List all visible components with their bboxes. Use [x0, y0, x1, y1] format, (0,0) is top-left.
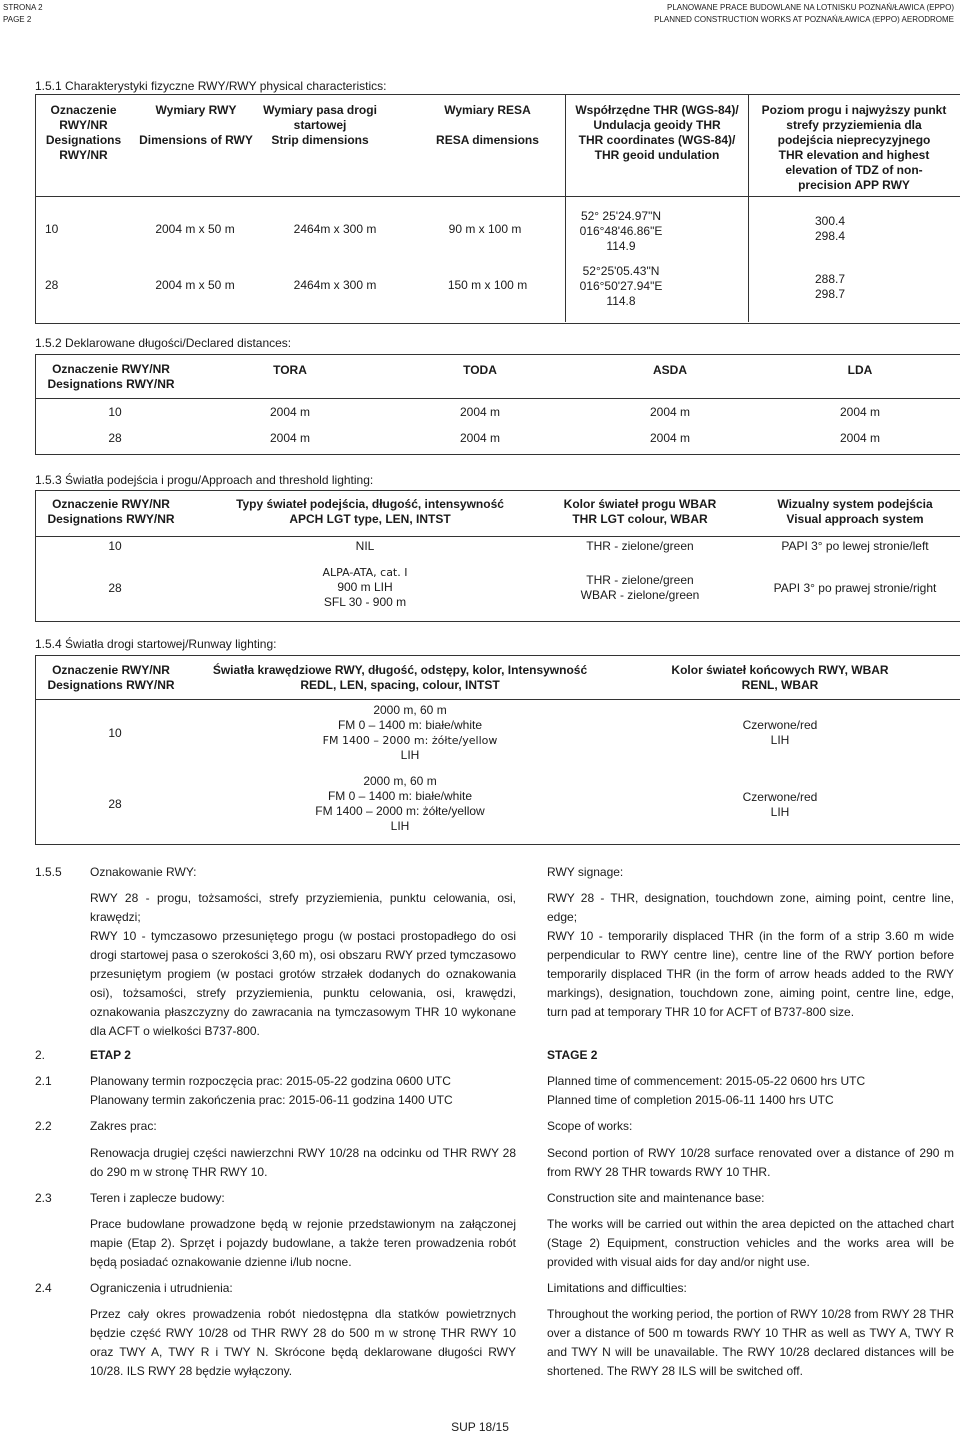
col-header-approach-lights: Typy świateł podejścia, długość, intensywność APCH LGT type, LEN, INTST [236, 497, 504, 526]
section-number: 2.2 [35, 1119, 52, 1133]
table-cell-end: Czerwone/red LIH [742, 718, 818, 747]
table-row-rwy: 10 [108, 405, 122, 419]
section-title-155-pl: Oznakowanie RWY: [90, 865, 197, 879]
table-cell-lda: 2004 m [839, 431, 881, 445]
col-header-designation: Oznaczenie RWY/NR Designations RWY/NR [47, 362, 175, 391]
table-cell-visual: PAPI 3° po prawej stronie/right [773, 581, 937, 595]
table-cell-tora: 2004 m [269, 405, 311, 419]
table-cell-edge: 2000 m, 60 m FM 0 – 1400 m: białe/white FM 1400 – 2000 m: żółte/yellow LIH [322, 703, 498, 762]
table-row-rwy: 10 [108, 726, 122, 740]
paragraph-pl: Przez cały okres prowadzenia robót niedostępna dla statków powietrznych będzie część RWY 10/28 od THR RWY 28 do 500 m w stronę THR RWY 10 oraz TWY A, TWY R i TWY N. Skrócone będą deklarowane długości RWY 10/28. ILS RWY 28 będzie wyłączony. [90, 1307, 516, 1378]
page-header-right [654, 2, 954, 26]
stage-title-en: STAGE 2 [547, 1048, 598, 1062]
table-cell-threshold: THR - zielone/green WBAR - zielone/green [580, 573, 700, 602]
paragraph-en: Planned time of commencement: 2015-05-22 0600 hrs UTC Planned time of completion 2015-06-11 1400 hrs UTC [547, 1074, 866, 1107]
table-cell-strip: 2464m x 300 m [293, 278, 377, 292]
col-header-thr-elevation: Poziom progu i najwyższy punkt strefy przyziemienia dla podejścia nieprecyzyjnego THR elevation and highest elevation of TDZ of non- precision APP RWY [761, 103, 947, 192]
table-row-rwy: 28 [45, 278, 59, 292]
section-title-153: 1.5.3 Światła podejścia i progu/Approach and threshold lighting: [35, 473, 374, 487]
paragraph-pl: Renowacja drugiej części nawierzchni RWY 10/28 na odcinku od THR RWY 28 do 290 m w stronę THR RWY 10. [90, 1146, 516, 1179]
page-number-pl: STRONA 2 [3, 3, 43, 12]
paragraph-en: Throughout the working period, the portion of RWY 10/28 from RWY 28 THR over a distance of 500 m towards RWY 10 THR as well as TWY A, TWY R and TWY N will be unavailable. The RWY 10/28 declared distances will be shortened. The RWY 28 ILS will be switched off. [547, 1307, 954, 1378]
section-number: 2.1 [35, 1074, 52, 1088]
paragraph-en: RWY 28 - THR, designation, touchdown zone, aiming point, centre line, edge; RWY 10 - temporarily displaced THR (in the form of a strip 3.60 m wide perpendicular to RWY centre line), centre line of the RWY portion before temporarily displaced THR (in the form of arrow heads added to the RWY markings), designation, touchdown zone, aiming point, centre line, edge, turn pad at temporary THR 10 for ACFT of B737-800 size. [547, 891, 954, 1019]
section-number: 2.4 [35, 1281, 52, 1295]
paragraph-en: The works will be carried out within the area depicted on the attached chart (Stage 2) Equipment, construction vehicles and the works area will be provided with visual aids for day and/or night use. [547, 1217, 954, 1269]
table-row-rwy: 28 [108, 431, 122, 445]
table-row-rwy: 28 [108, 797, 122, 811]
table-cell-end: Czerwone/red LIH [742, 790, 818, 819]
table-cell-elevation: 300.4 298.4 [814, 214, 846, 243]
page-number-en: PAGE 2 [3, 15, 32, 24]
col-header-thr-coordinates: Współrzędne THR (WGS-84)/ Undulacja geoidy THR THR coordinates (WGS-84)/ THR geoid undulation [575, 103, 739, 162]
section-title-152: 1.5.2 Deklarowane długości/Declared distances: [35, 336, 292, 350]
subsection-title-en: Scope of works: [547, 1119, 633, 1133]
col-header-rwy-dimensions: Wymiary RWY Dimensions of RWY [139, 103, 253, 147]
table-cell-strip: 2464m x 300 m [293, 222, 377, 236]
col-header-lda: LDA [847, 363, 873, 377]
table-cell-asda: 2004 m [649, 405, 691, 419]
subsection-title-pl: Ograniczenia i utrudnienia: [90, 1281, 233, 1295]
subsection-title-pl: Zakres prac: [90, 1119, 157, 1133]
table-cell-approach: ALPA-ATA, cat. I 900 m LIH SFL 30 - 900 m [322, 566, 408, 609]
table-cell-tora: 2004 m [269, 431, 311, 445]
section-title-151: 1.5.1 Charakterystyki fizyczne RWY/RWY physical characteristics: [35, 79, 387, 93]
table-cell-approach: NIL [355, 539, 375, 553]
section-number-155: 1.5.5 [35, 865, 62, 879]
table-cell-visual: PAPI 3° po lewej stronie/left [781, 539, 929, 553]
paragraph-pl: RWY 28 - progu, tożsamości, strefy przyziemienia, punktu celowania, osi, krawędzi; RWY 10 - tymczasowo przesuniętego progu (w postaci prostopadłego do osi drogi startowej pasa o szerokości 3,60 m), osi obszaru RWY przed tymczasowo przesuniętym progiem (w postaci grotów strzałek dodanych do oznakowania osi), tożsamości, strefy przyziemienia, punktu celowania, osi, krawędzi, oznakowania płaszczyzny do zawracania na tymczasowym THR 10 wykonane dla ACFT o wielkości B737-800. [90, 891, 516, 1038]
table-row-rwy: 10 [45, 222, 59, 236]
page-header-left [3, 2, 43, 26]
table-cell-coordinates: 52°25'05.43"N 016°50'27.94"E 114.8 [579, 264, 663, 308]
subsection-title-pl: Teren i zaplecze budowy: [90, 1191, 225, 1205]
table-cell-toda: 2004 m [459, 431, 501, 445]
col-header-tora: TORA [273, 363, 307, 377]
header-title-en: PLANNED CONSTRUCTION WORKS AT POZNAŃ/ŁAWICA (EPPO) AERODROME [654, 15, 954, 24]
paragraph-pl: Prace budowlane prowadzone będą w rejonie przedstawionym na załączonej mapie (Etap 2). Sprzęt i pojazdy budowlane, a także teren prowadzenia robót będą posiadać oznakowanie dzienne i/lub nocne. [90, 1217, 516, 1269]
subsection-title-en: Construction site and maintenance base: [547, 1191, 765, 1205]
col-header-designation: Oznaczenie RWY/NR Designations RWY/NR [47, 497, 175, 526]
table-row-rwy: 10 [108, 539, 122, 553]
section-number-2: 2. [35, 1048, 46, 1062]
table-cell-toda: 2004 m [459, 405, 501, 419]
table-row-rwy: 28 [108, 581, 122, 595]
col-header-resa-dimensions: Wymiary RESA RESA dimensions [436, 103, 539, 147]
paragraph-pl: Planowany termin rozpoczęcia prac: 2015-05-22 godzina 0600 UTC Planowany termin zakończenia prac: 2015-06-11 godzina 1400 UTC [90, 1074, 453, 1107]
table-cell-elevation: 288.7 298.7 [814, 272, 846, 301]
col-header-strip-dimensions: Wymiary pasa drogi startowej Strip dimensions [263, 103, 377, 147]
col-header-toda: TODA [463, 363, 497, 377]
table-cell-edge: 2000 m, 60 m FM 0 – 1400 m: białe/white FM 1400 – 2000 m: żółte/yellow LIH [315, 774, 485, 833]
table-cell-resa: 150 m x 100 m [447, 278, 528, 292]
col-header-edge-lights: Światła krawędziowe RWY, długość, odstępy, kolor, Intensywność REDL, LEN, spacing, colour, INTST [212, 663, 588, 692]
paragraph-en: Second portion of RWY 10/28 surface renovated over a distance of 290 m from RWY 28 THR towards RWY 10 THR. [547, 1146, 954, 1179]
header-title-pl: PLANOWANE PRACE BUDOWLANE NA LOTNISKU POZNAŃ/ŁAWICA (EPPO) [666, 3, 954, 12]
page-footer: SUP 18/15 [451, 1420, 509, 1434]
section-number: 2.3 [35, 1191, 52, 1205]
col-header-end-lights: Kolor świateł końcowych RWY, WBAR RENL, WBAR [671, 663, 889, 692]
table-cell-resa: 90 m x 100 m [448, 222, 522, 236]
table-cell-coordinates: 52° 25'24.97"N 016°48'46.86"E 114.9 [579, 209, 663, 253]
subsection-title-en: Limitations and difficulties: [547, 1281, 687, 1295]
table-cell-asda: 2004 m [649, 431, 691, 445]
col-header-designation: Oznaczenie RWY/NR Designations RWY/NR [47, 663, 175, 692]
section-title-154: 1.5.4 Światła drogi startowej/Runway lighting: [35, 637, 277, 651]
table-cell-lda: 2004 m [839, 405, 881, 419]
col-header-visual-approach: Wizualny system podejścia Visual approach system [777, 497, 933, 526]
stage-title-pl: ETAP 2 [90, 1048, 131, 1062]
table-cell-threshold: THR - zielone/green [586, 539, 694, 553]
col-header-designation: Oznaczenie RWY/NR Designations RWY/NR [45, 103, 122, 162]
table-cell-dimensions: 2004 m x 50 m [155, 278, 235, 292]
col-header-threshold-lights: Kolor świateł progu WBAR THR LGT colour, WBAR [563, 497, 717, 526]
col-header-asda: ASDA [652, 363, 687, 377]
section-title-155-en: RWY signage: [547, 865, 624, 879]
table-cell-dimensions: 2004 m x 50 m [155, 222, 235, 236]
